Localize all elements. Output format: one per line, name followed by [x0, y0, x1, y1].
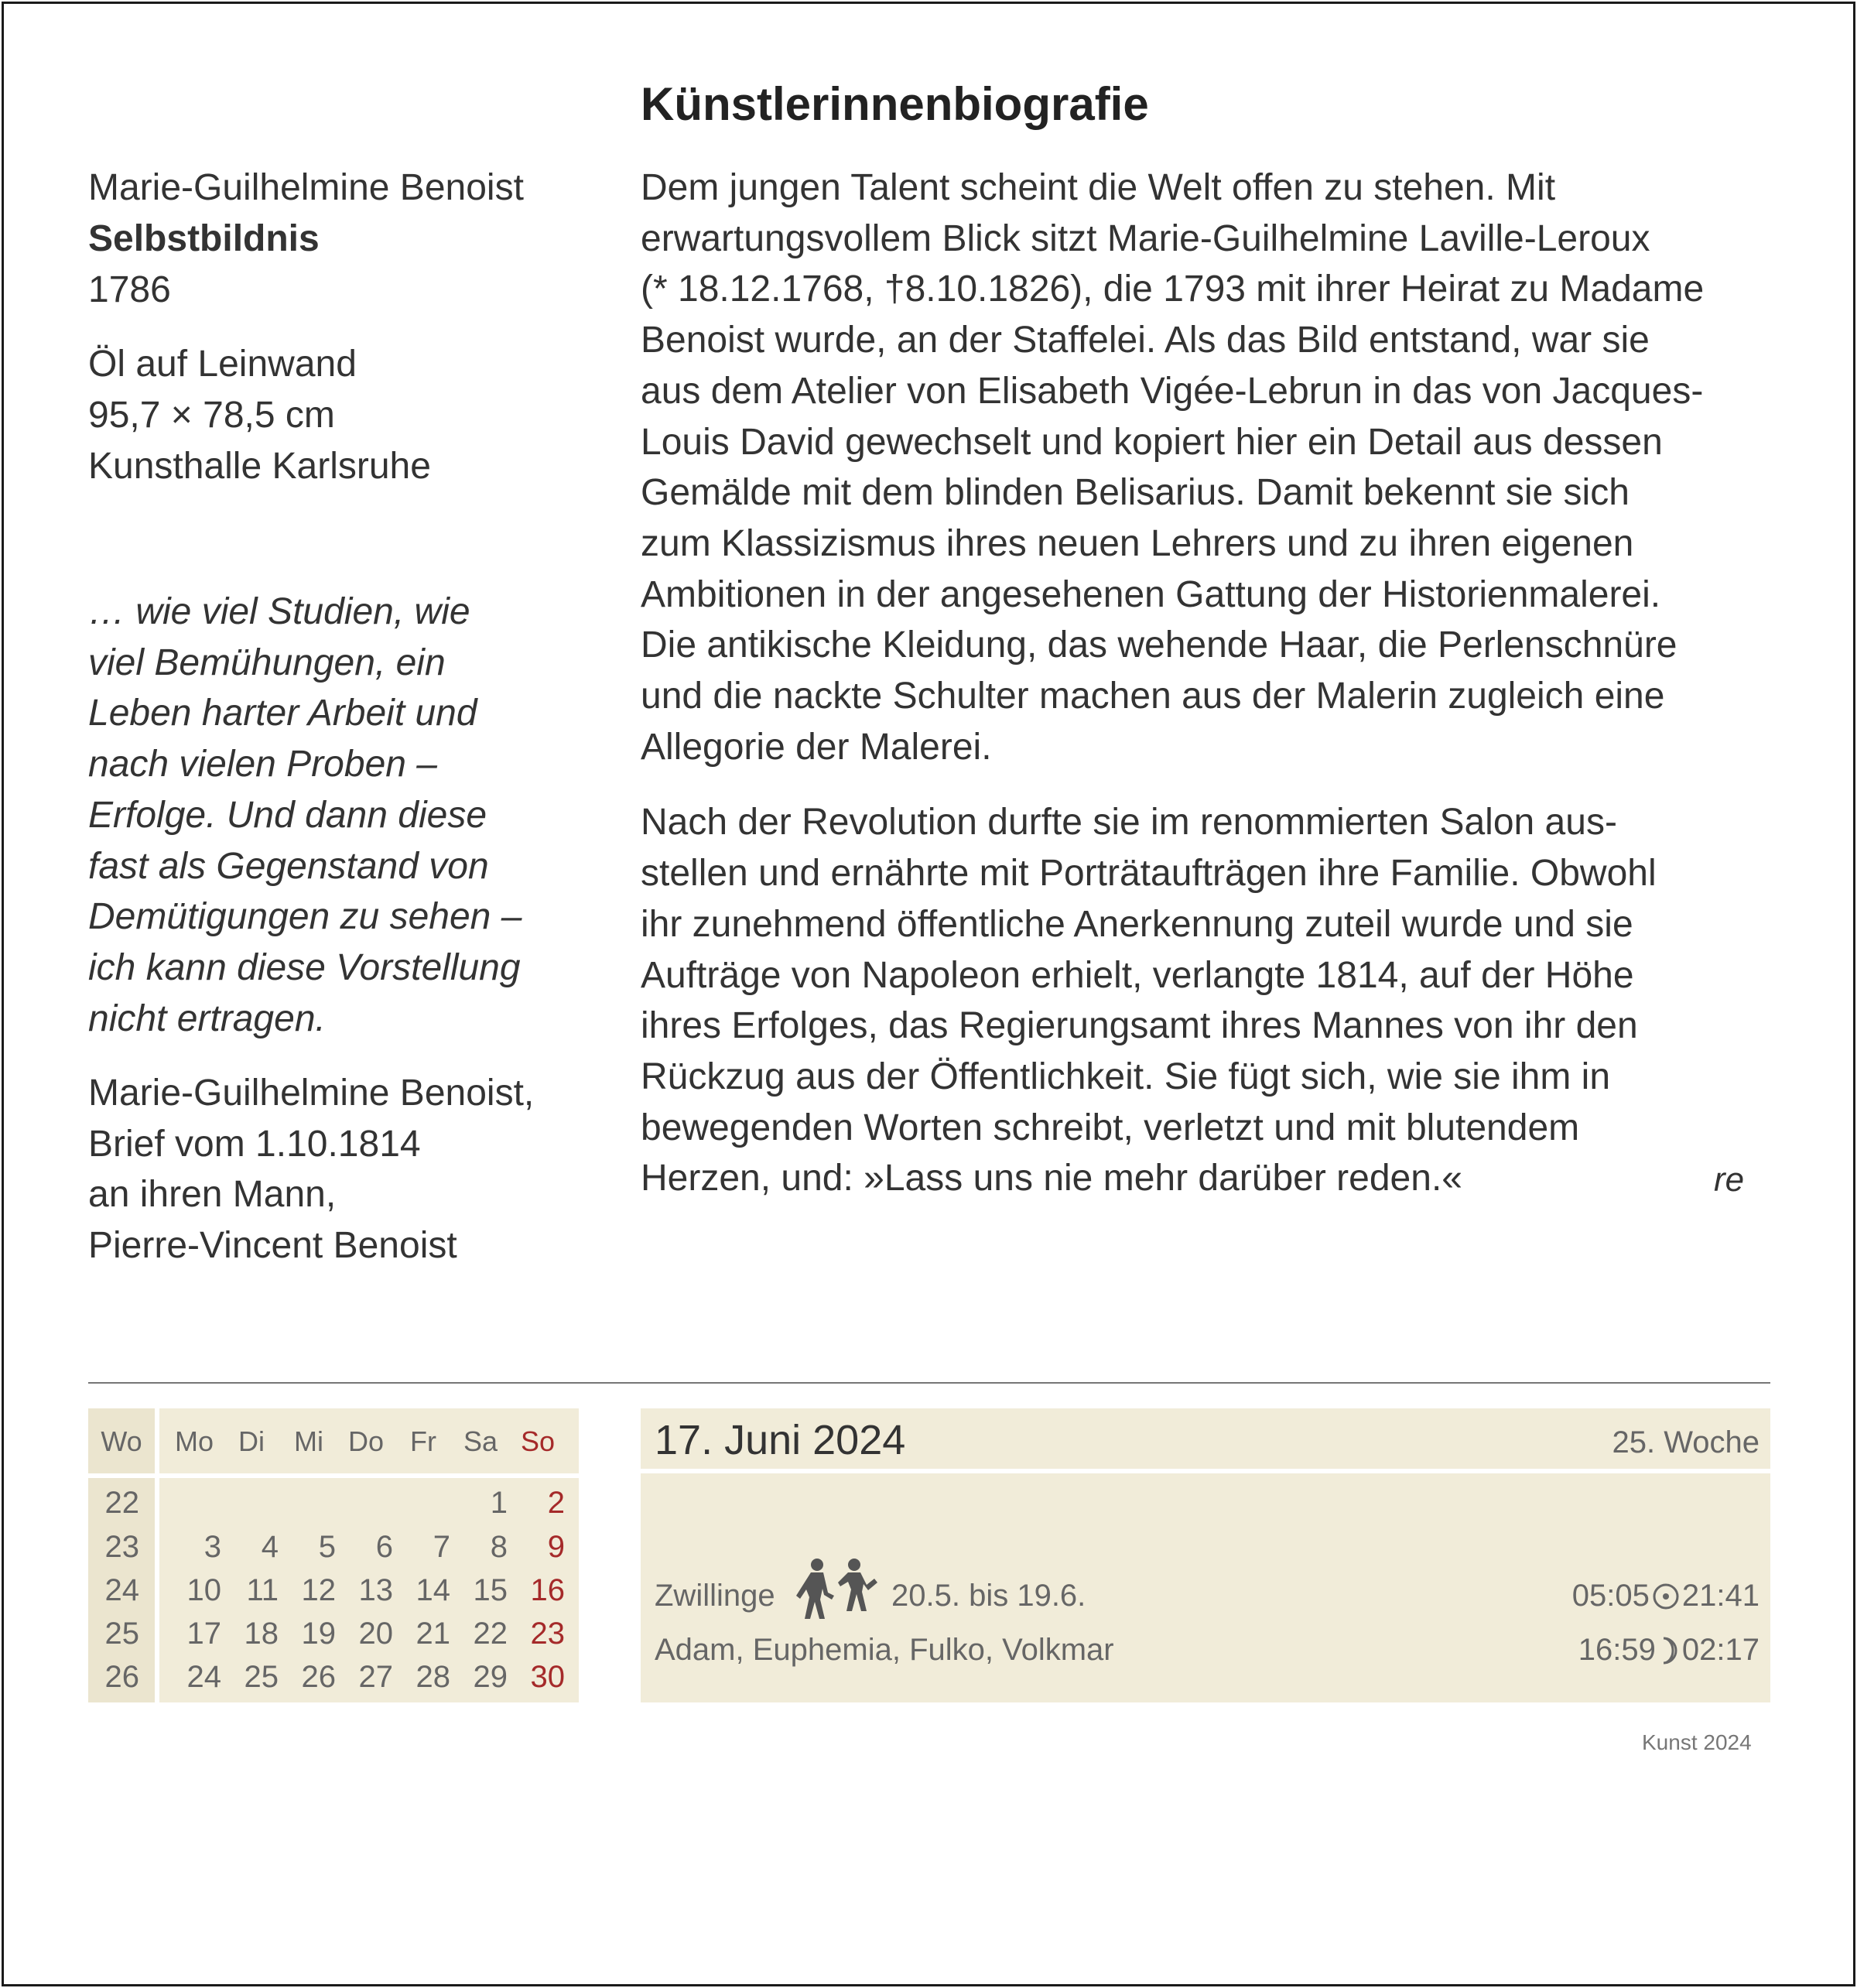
calendar-day: 6 — [375, 1530, 393, 1564]
calendar-day: 29 — [473, 1660, 508, 1694]
biography-line: Rückzug aus der Öffentlichkeit. Sie fügt sich, wie sie ihm in — [641, 1056, 1611, 1097]
biography-line: ihr zunehmend öffentliche Anerkennung zuteil wurde und sie — [641, 903, 1633, 945]
calendar-header-day: Mi — [294, 1425, 323, 1457]
zodiac-name: Zwillinge — [655, 1579, 775, 1613]
biography-line: Ambitionen in der angesehenen Gattung der Historienmalerei. — [641, 573, 1661, 615]
calendar-day: 3 — [203, 1530, 221, 1564]
calendar-week-number: 26 — [104, 1660, 139, 1694]
mini-calendar — [88, 1408, 579, 1702]
calendar-day-sunday: 23 — [530, 1617, 565, 1651]
calendar-day: 20 — [358, 1617, 393, 1651]
biography-line: Allegorie der Malerei. — [641, 726, 992, 768]
biography-line: Aufträge von Napoleon erhielt, verlangte 1814, auf der Höhe — [641, 954, 1634, 996]
quote — [88, 587, 583, 1044]
calendar-day-sunday: 9 — [547, 1530, 565, 1564]
biography-line: Dem jungen Talent scheint die Welt offen zu stehen. Mit — [641, 167, 1556, 208]
calendar-day-sunday: 2 — [547, 1486, 565, 1520]
calendar-day: 4 — [261, 1530, 279, 1564]
biography-heading: Künstlerinnenbiografie — [641, 78, 1149, 130]
quote-source-line: Marie-Guilhelmine Benoist, — [88, 1073, 535, 1114]
biography-line: und die nackte Schulter machen aus der Malerin zugleich eine — [641, 676, 1665, 717]
biography-line: erwartungsvollem Blick sitzt Marie-Guilhelmine Laville-Leroux — [641, 217, 1650, 259]
biography-line: Gemälde mit dem blinden Belisarius. Damit bekennt sie sich — [641, 472, 1630, 514]
calendar-day: 18 — [244, 1617, 279, 1651]
biography-line: (* 18.12.1768, †8.10.1826), die 1793 mit ihrer Heirat zu Madame — [641, 269, 1705, 310]
calendar-day: 19 — [301, 1617, 336, 1651]
artwork-title: Selbstbildnis — [88, 218, 320, 259]
quote-line: … wie viel Studien, wie — [88, 591, 470, 632]
calendar-header-day: Mo — [174, 1425, 214, 1457]
calendar-day: 13 — [358, 1573, 393, 1607]
calendar-day: 5 — [318, 1530, 336, 1564]
calendar-day: 26 — [301, 1660, 336, 1694]
day-panel — [641, 1408, 1770, 1702]
calendar-day: 21 — [416, 1617, 450, 1651]
moonset: 02:17 — [1681, 1633, 1760, 1667]
calendar-week-number: 24 — [104, 1573, 139, 1607]
calendar-day: 11 — [246, 1573, 279, 1607]
calendar-header-week: Wo — [101, 1425, 142, 1457]
calendar-week-number: 22 — [104, 1486, 139, 1520]
biography-line: Benoist wurde, an der Staffelei. Als das Bild entstand, war sie — [641, 320, 1650, 361]
sun-times — [1572, 1579, 1760, 1613]
calendar-header-day: Do — [347, 1425, 385, 1457]
quote-source-line: an ihren Mann, — [88, 1174, 337, 1216]
calendar-header-sunday: So — [520, 1425, 556, 1457]
zodiac-range: 20.5. bis 19.6. — [891, 1579, 1086, 1613]
sun-icon — [1651, 1582, 1681, 1611]
calendar-week-number: 25 — [104, 1617, 139, 1651]
quote-line: Erfolge. Und dann diese — [88, 794, 487, 836]
week-number: 25. Woche — [1612, 1425, 1760, 1459]
calendar-header-day: Sa — [463, 1425, 498, 1457]
moon-times — [1578, 1633, 1760, 1668]
calendar-day: 22 — [473, 1617, 508, 1651]
quote-line: viel Bemühungen, ein — [88, 642, 446, 683]
calendar-day-sunday: 30 — [530, 1660, 565, 1694]
quote-line: nach vielen Proben – — [88, 744, 437, 785]
quote-source-line: Pierre-Vincent Benoist — [88, 1225, 457, 1267]
artwork-collection: Kunsthalle Karlsruhe — [88, 446, 431, 487]
artwork-year: 1786 — [88, 269, 171, 310]
divider — [88, 1382, 1770, 1384]
footer-label: Kunst 2024 — [1642, 1730, 1752, 1754]
calendar-day: 28 — [416, 1660, 450, 1694]
date-title: 17. Juni 2024 — [655, 1417, 906, 1463]
calendar-day: 1 — [490, 1486, 508, 1520]
moon-icon — [1657, 1636, 1681, 1665]
calendar-day: 12 — [301, 1573, 336, 1607]
biography-line: stellen und ernährte mit Porträtaufträgen ihre Familie. Obwohl — [641, 853, 1657, 895]
calendar-day: 15 — [473, 1573, 508, 1607]
biography-line: Nach der Revolution durfte sie im renommierten Salon aus- — [641, 802, 1617, 843]
biography-line: Herzen, und: »Lass uns nie mehr darüber reden.« — [641, 1158, 1462, 1199]
calendar-week-number: 23 — [104, 1530, 139, 1564]
calendar-day: 24 — [186, 1660, 221, 1694]
author-initials: re — [1714, 1161, 1745, 1199]
calendar-header-day: Di — [238, 1425, 265, 1457]
calendar-day: 8 — [490, 1530, 508, 1564]
calendar-day: 25 — [244, 1660, 279, 1694]
biography-line: Louis David gewechselt und kopiert hier ein Detail aus dessen — [641, 421, 1663, 463]
quote-source-line: Brief vom 1.10.1814 — [88, 1123, 421, 1165]
sunset: 21:41 — [1681, 1579, 1760, 1613]
biography-line: Die antikische Kleidung, das wehende Haar, die Perlenschnüre — [641, 624, 1677, 666]
artwork-artist: Marie-Guilhelmine Benoist — [88, 167, 524, 208]
name-days: Adam, Euphemia, Fulko, Volkmar — [655, 1633, 1114, 1667]
artwork-medium: Öl auf Leinwand — [88, 344, 357, 385]
quote-line: ich kann diese Vorstellung — [88, 946, 521, 988]
quote-line: Demütigungen zu sehen – — [88, 896, 522, 938]
calendar-header-day: Fr — [410, 1425, 436, 1457]
biography-line: ihres Erfolges, das Regierungsamt ihres Mannes von ihr den — [641, 1005, 1638, 1047]
quote-line: fast als Gegenstand von — [88, 845, 489, 887]
biography-line: zum Klassizismus ihres neuen Lehrers und zu ihren eigenen — [641, 522, 1634, 564]
biography-line: bewegenden Worten schreibt, verletzt und mit blutendem — [641, 1107, 1580, 1148]
gemini-icon — [794, 1557, 879, 1619]
calendar-day-sunday: 16 — [530, 1573, 565, 1607]
biography-line: aus dem Atelier von Elisabeth Vigée-Lebrun in das von Jacques- — [641, 370, 1704, 412]
quote-line: Leben harter Arbeit und — [88, 693, 477, 734]
calendar-day: 27 — [358, 1660, 393, 1694]
calendar-day: 14 — [416, 1573, 450, 1607]
artwork-dimensions: 95,7 × 78,5 cm — [88, 395, 335, 436]
sunrise: 05:05 — [1571, 1579, 1650, 1613]
calendar-day: 10 — [186, 1573, 221, 1607]
calendar-day: 17 — [186, 1617, 221, 1651]
biography-text — [641, 163, 1778, 1204]
artwork-info — [88, 163, 583, 492]
calendar-day: 7 — [433, 1530, 450, 1564]
quote-line: nicht ertragen. — [88, 997, 326, 1039]
moonrise: 16:59 — [1578, 1633, 1656, 1667]
quote-source — [88, 1068, 599, 1271]
